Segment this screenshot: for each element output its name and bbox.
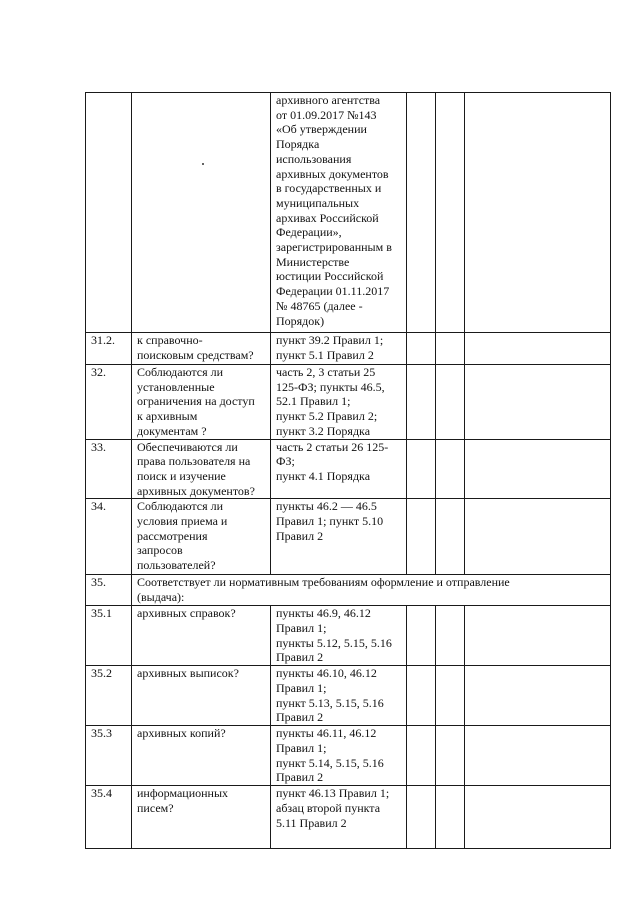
reference-cell — [271, 499, 407, 575]
question-line: Обеспечиваются ли — [137, 439, 238, 454]
notes-cell — [465, 499, 611, 575]
item-number: 35.2 — [86, 666, 132, 726]
answer-yes-cell — [407, 333, 436, 365]
reference-line: пункты 5.12, 5.15, 5.16 — [276, 635, 392, 650]
question-line: рассмотрения — [137, 528, 208, 543]
reference-line: Порядка — [276, 137, 320, 152]
table-row — [86, 575, 611, 606]
reference-line: пункт 39.2 Правил 1; — [276, 333, 384, 347]
answer-no-cell — [436, 365, 465, 440]
question-line: условия приема и — [137, 514, 228, 529]
item-number — [86, 93, 132, 333]
item-number: 35.3 — [86, 726, 132, 786]
item-number: 32. — [86, 365, 132, 440]
answer-yes-cell — [407, 726, 436, 786]
answer-no-cell — [436, 606, 465, 666]
notes-cell — [465, 666, 611, 726]
scan-speck — [202, 163, 204, 165]
answer-yes-cell — [407, 786, 436, 849]
answer-no-cell — [436, 333, 465, 365]
question-line: пользователей? — [137, 558, 216, 573]
table-row — [86, 606, 611, 666]
answer-no-cell — [436, 726, 465, 786]
reference-line: архивных документов — [276, 166, 389, 181]
reference-line: Правил 1; — [276, 621, 327, 636]
reference-line: юстиции Российской — [276, 269, 384, 284]
reference-cell — [271, 726, 407, 786]
reference-line: пункты 46.11, 46.12 — [276, 726, 377, 741]
answer-yes-cell — [407, 93, 436, 333]
answer-yes-cell — [407, 365, 436, 440]
answer-no-cell — [436, 439, 465, 499]
reference-line: пункт 4.1 Порядка — [276, 468, 371, 483]
question-line: поисковым средствам? — [137, 347, 254, 362]
reference-line: пункт 3.2 Порядка — [276, 423, 371, 438]
notes-cell — [465, 333, 611, 365]
item-number: 35. — [86, 575, 132, 606]
reference-cell — [271, 439, 407, 499]
answer-no-cell — [436, 93, 465, 333]
reference-line: пункт 46.13 Правил 1; — [276, 786, 390, 801]
question-line: архивных копий? — [137, 726, 226, 741]
question-line: установленные — [137, 379, 215, 394]
item-number: 31.2. — [86, 333, 132, 365]
reference-cell — [271, 93, 407, 333]
heading-line: Соответствует ли нормативным требованиям оформление и отправление — [137, 575, 510, 590]
table-row — [86, 666, 611, 726]
question-cell — [132, 365, 271, 440]
question-line: ограничения на доступ — [137, 394, 255, 409]
reference-cell — [271, 365, 407, 440]
reference-line: Правил 2 — [276, 528, 324, 543]
reference-line: Министерстве — [276, 254, 350, 269]
reference-line: Порядок) — [276, 313, 325, 328]
reference-line: Правил 2 — [276, 770, 324, 785]
question-line: к архивным — [137, 409, 198, 424]
reference-line: пункты 46.9, 46.12 — [276, 606, 371, 621]
reference-line: муниципальных — [276, 195, 360, 210]
question-cell — [132, 606, 271, 666]
notes-cell — [465, 365, 611, 440]
reference-line: часть 2, 3 статьи 25 — [276, 365, 376, 379]
reference-line: пункты 46.10, 46.12 — [276, 666, 377, 681]
answer-yes-cell — [407, 606, 436, 666]
table-row — [86, 786, 611, 849]
reference-line: пункт 5.14, 5.15, 5.16 — [276, 755, 384, 770]
reference-cell — [271, 606, 407, 666]
question-cell — [132, 499, 271, 575]
notes-cell — [465, 786, 611, 849]
question-line: архивных справок? — [137, 606, 236, 621]
notes-cell — [465, 726, 611, 786]
answer-yes-cell — [407, 439, 436, 499]
reference-cell — [271, 666, 407, 726]
question-line: запросов — [137, 543, 183, 558]
reference-line: часть 2 статьи 26 125- — [276, 439, 389, 454]
table-row — [86, 439, 611, 499]
reference-line: 125-ФЗ; пункты 46.5, — [276, 379, 385, 394]
question-line: информационных — [137, 786, 229, 801]
reference-line: Правил 2 — [276, 650, 324, 665]
reference-cell — [271, 786, 407, 849]
reference-line: абзац второй пункта — [276, 800, 381, 815]
reference-line: в государственных и — [276, 181, 382, 196]
table-row — [86, 365, 611, 440]
question-line: Соблюдаются ли — [137, 499, 224, 514]
item-number: 33. — [86, 439, 132, 499]
notes-cell — [465, 93, 611, 333]
reference-line: 52.1 Правил 1; — [276, 394, 351, 409]
item-number: 35.1 — [86, 606, 132, 666]
answer-no-cell — [436, 666, 465, 726]
answer-no-cell — [436, 499, 465, 575]
item-number: 34. — [86, 499, 132, 575]
reference-line: Правил 2 — [276, 710, 324, 725]
heading-line: (выдача): — [137, 590, 185, 605]
notes-cell — [465, 606, 611, 666]
answer-yes-cell — [407, 666, 436, 726]
question-cell — [132, 93, 271, 333]
reference-line: пункты 46.2 — 46.5 — [276, 499, 377, 514]
notes-cell — [465, 439, 611, 499]
question-line: архивных выписок? — [137, 666, 239, 681]
question-cell — [132, 333, 271, 365]
question-line: Соблюдаются ли — [137, 365, 224, 379]
section-heading — [132, 575, 611, 606]
reference-line: пункт 5.13, 5.15, 5.16 — [276, 695, 384, 710]
question-cell — [132, 666, 271, 726]
answer-no-cell — [436, 786, 465, 849]
question-cell — [132, 726, 271, 786]
question-cell — [132, 786, 271, 849]
reference-line: «Об утверждении — [276, 122, 367, 137]
reference-line: Федерации», — [276, 225, 342, 240]
reference-cell — [271, 333, 407, 365]
table-row — [86, 499, 611, 575]
reference-line: от 01.09.2017 №143 — [276, 107, 377, 122]
reference-line: пункт 5.1 Правил 2 — [276, 347, 374, 362]
table-row — [86, 333, 611, 365]
question-line: права пользователя на — [137, 454, 251, 469]
reference-line: № 48765 (далее - — [276, 298, 363, 313]
reference-line: архивного агентства — [276, 93, 381, 107]
question-cell — [132, 439, 271, 499]
checklist-table — [85, 92, 611, 849]
reference-line: пункт 5.2 Правил 2; — [276, 409, 378, 424]
reference-line: 5.11 Правил 2 — [276, 815, 347, 830]
reference-line: архивах Российской — [276, 210, 379, 225]
reference-line: зарегистрированным в — [276, 240, 392, 255]
table-row — [86, 93, 611, 333]
reference-line: Правил 1; пункт 5.10 — [276, 514, 384, 529]
reference-line: ФЗ; — [276, 454, 295, 469]
reference-line: Правил 1; — [276, 740, 327, 755]
table-row — [86, 726, 611, 786]
reference-line: Федерации 01.11.2017 — [276, 284, 390, 299]
question-line: архивных документов? — [137, 483, 255, 498]
answer-yes-cell — [407, 499, 436, 575]
question-line: к справочно- — [137, 333, 203, 347]
reference-line: использования — [276, 151, 352, 166]
question-line: документам ? — [137, 423, 207, 438]
question-line: поиск и изучение — [137, 468, 226, 483]
item-number: 35.4 — [86, 786, 132, 849]
reference-line: Правил 1; — [276, 680, 327, 695]
question-line: писем? — [137, 800, 174, 815]
